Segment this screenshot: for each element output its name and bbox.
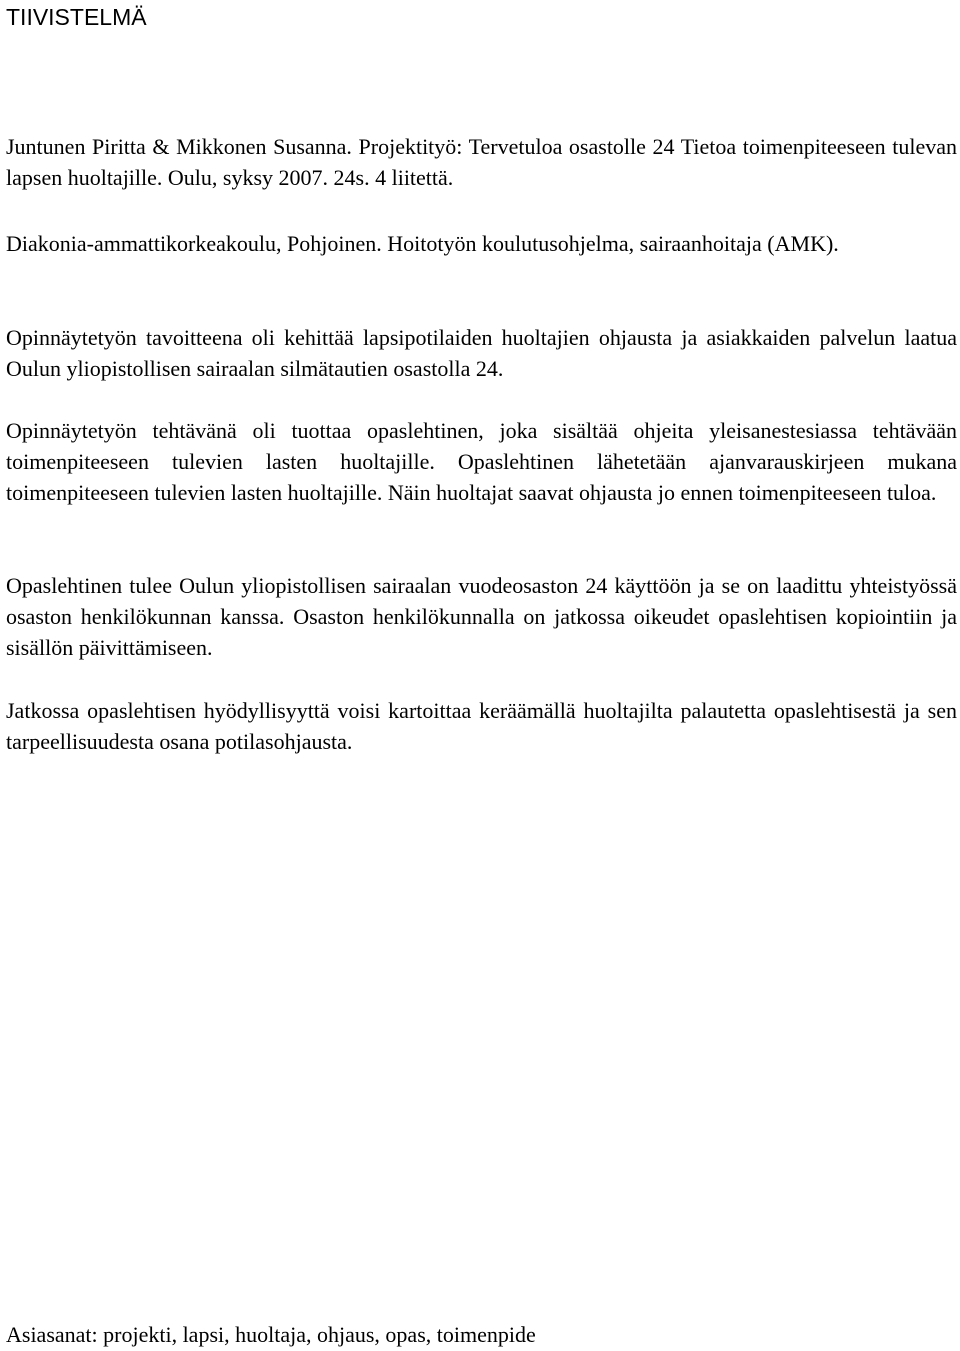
citation-paragraph: Juntunen Piritta & Mikkonen Susanna. Projektityö: Tervetuloa osastolle 24 Tietoa toimenpiteeseen tulevan lapsen huoltajille. Oulu, syksy 2007. 24s. 4 liitettä. — [6, 134, 957, 190]
keywords-line: Asiasanat: projekti, lapsi, huoltaja, ohjaus, opas, toimenpide — [6, 1322, 536, 1347]
task-paragraph: Opinnäytetyön tehtävänä oli tuottaa opaslehtinen, joka sisältää ohjeita yleisanestesiassa tehtävään toimenpiteeseen tulevien lasten huoltajille. Opaslehtinen lähetetään ajanvarauskirjeen mukana toimenpiteeseen tulevien lasten huoltajille. Näin huoltajat saavat ohjausta jo ennen toimenpiteeseen tuloa. — [6, 418, 957, 505]
usage-paragraph: Opaslehtinen tulee Oulun yliopistollisen sairaalan vuodeosaston 24 käyttöön ja se on laadittu yhteistyössä osaston henkilökunnan kanssa. Osaston henkilökunnalla on jatkossa oikeudet opaslehtisen kopiointiin ja sisällön päivittämiseen. — [6, 573, 957, 660]
school-paragraph: Diakonia-ammattikorkeakoulu, Pohjoinen. Hoitotyön koulutusohjelma, sairaanhoitaja (AMK). — [6, 231, 839, 256]
future-paragraph: Jatkossa opaslehtisen hyödyllisyyttä voisi kartoittaa keräämällä huoltajilta palautetta opaslehtisestä ja sen tarpeellisuudesta osana potilasohjausta. — [6, 698, 957, 754]
document-page — [6, 0, 957, 1351]
goal-paragraph: Opinnäytetyön tavoitteena oli kehittää lapsipotilaiden huoltajien ohjausta ja asiakkaiden palvelun laatua Oulun yliopistollisen sairaalan silmätautien osastolla 24. — [6, 325, 957, 381]
page-title: TIIVISTELMÄ — [6, 4, 147, 30]
